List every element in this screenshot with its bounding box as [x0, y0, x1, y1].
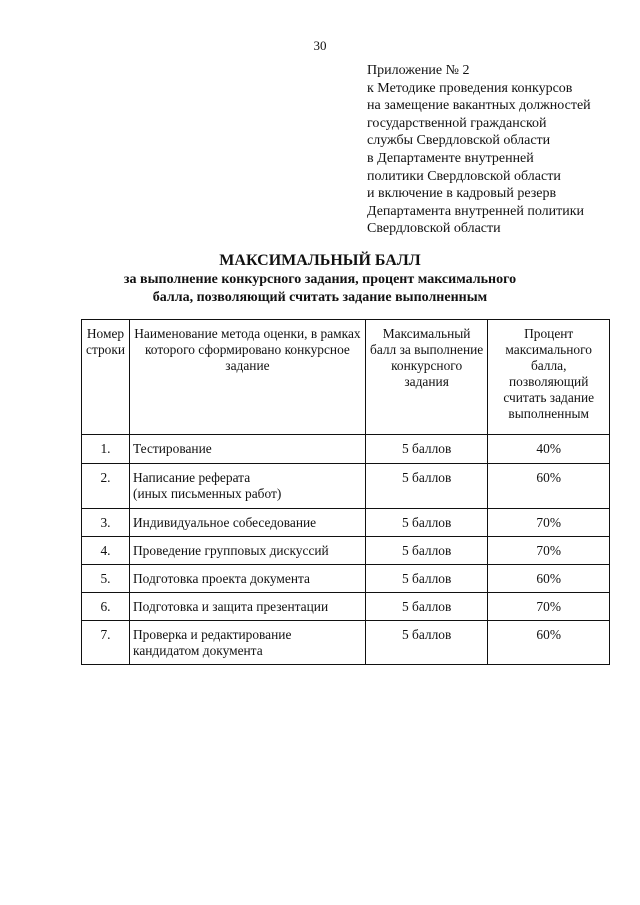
appendix-line: и включение в кадровый резерв [367, 186, 557, 202]
appendix-line: службы Свердловской области [367, 133, 551, 149]
pass-percent: 40% [488, 435, 610, 464]
appendix-line: Департамента внутренней политики [367, 203, 585, 219]
table-row [82, 593, 610, 621]
document-subtitle-line: балла, позволяющий считать задание выполненным [152, 290, 488, 305]
appendix-line: к Методике проведения конкурсов [367, 80, 573, 96]
method-name: Подготовка проекта документа [130, 565, 366, 593]
method-name-cell [130, 464, 366, 509]
score-table [81, 319, 610, 665]
row-number: 6. [82, 593, 130, 621]
method-name-cell [130, 621, 366, 665]
pass-percent: 70% [488, 509, 610, 537]
table-row [82, 464, 610, 509]
max-score: 5 баллов [365, 509, 488, 537]
column-header-max-score: Максимальный балл за выполнение конкурсного задания [365, 320, 488, 435]
method-name-continued: (иных письменных работ) [133, 486, 282, 501]
max-score: 5 баллов [365, 435, 488, 464]
pass-percent: 60% [488, 464, 610, 509]
appendix-line: в Департаменте внутренней [367, 150, 534, 166]
max-score: 5 баллов [365, 537, 488, 565]
appendix-line: государственной гражданской [367, 115, 547, 131]
table-row [82, 621, 610, 665]
column-header-percent: Процент максимального балла, позволяющий считать задание выполненным [488, 320, 610, 435]
pass-percent: 60% [488, 621, 610, 665]
appendix-line: Свердловской области [367, 221, 501, 237]
table-header-row [82, 320, 610, 435]
method-name: Подготовка и защита презентации [130, 593, 366, 621]
method-name: Проведение групповых дискуссий [130, 537, 366, 565]
pass-percent: 60% [488, 565, 610, 593]
row-number: 4. [82, 537, 130, 565]
column-header-method: Наименование метода оценки, в рамках которого сформировано конкурсное задание [130, 320, 366, 435]
method-name: Проверка и редактирование [133, 627, 292, 642]
table-row [82, 509, 610, 537]
max-score: 5 баллов [365, 464, 488, 509]
document-subtitle-line: за выполнение конкурсного задания, процент максимального [123, 272, 517, 287]
method-name: Написание реферата [133, 470, 251, 485]
appendix-line: Приложение № 2 [367, 63, 470, 78]
pass-percent: 70% [488, 537, 610, 565]
document-heading [0, 251, 640, 307]
row-number: 3. [82, 509, 130, 537]
row-number: 2. [82, 464, 130, 509]
document-title: МАКСИМАЛЬНЫЙ БАЛЛ [219, 252, 421, 269]
method-name: Тестирование [130, 435, 366, 464]
max-score: 5 баллов [365, 565, 488, 593]
method-name-continued: кандидатом документа [133, 643, 263, 658]
appendix-block [367, 62, 632, 238]
table-row [82, 565, 610, 593]
pass-percent: 70% [488, 593, 610, 621]
method-name: Индивидуальное собеседование [130, 509, 366, 537]
table-row [82, 537, 610, 565]
max-score: 5 баллов [365, 593, 488, 621]
table-row [82, 435, 610, 464]
appendix-line: политики Свердловской области [367, 168, 561, 184]
row-number: 5. [82, 565, 130, 593]
column-header-number: Номер строки [82, 320, 130, 435]
row-number: 1. [82, 435, 130, 464]
appendix-line: на замещение вакантных должностей [367, 98, 591, 114]
row-number: 7. [82, 621, 130, 665]
page-number: 30 [313, 38, 327, 53]
max-score: 5 баллов [365, 621, 488, 665]
